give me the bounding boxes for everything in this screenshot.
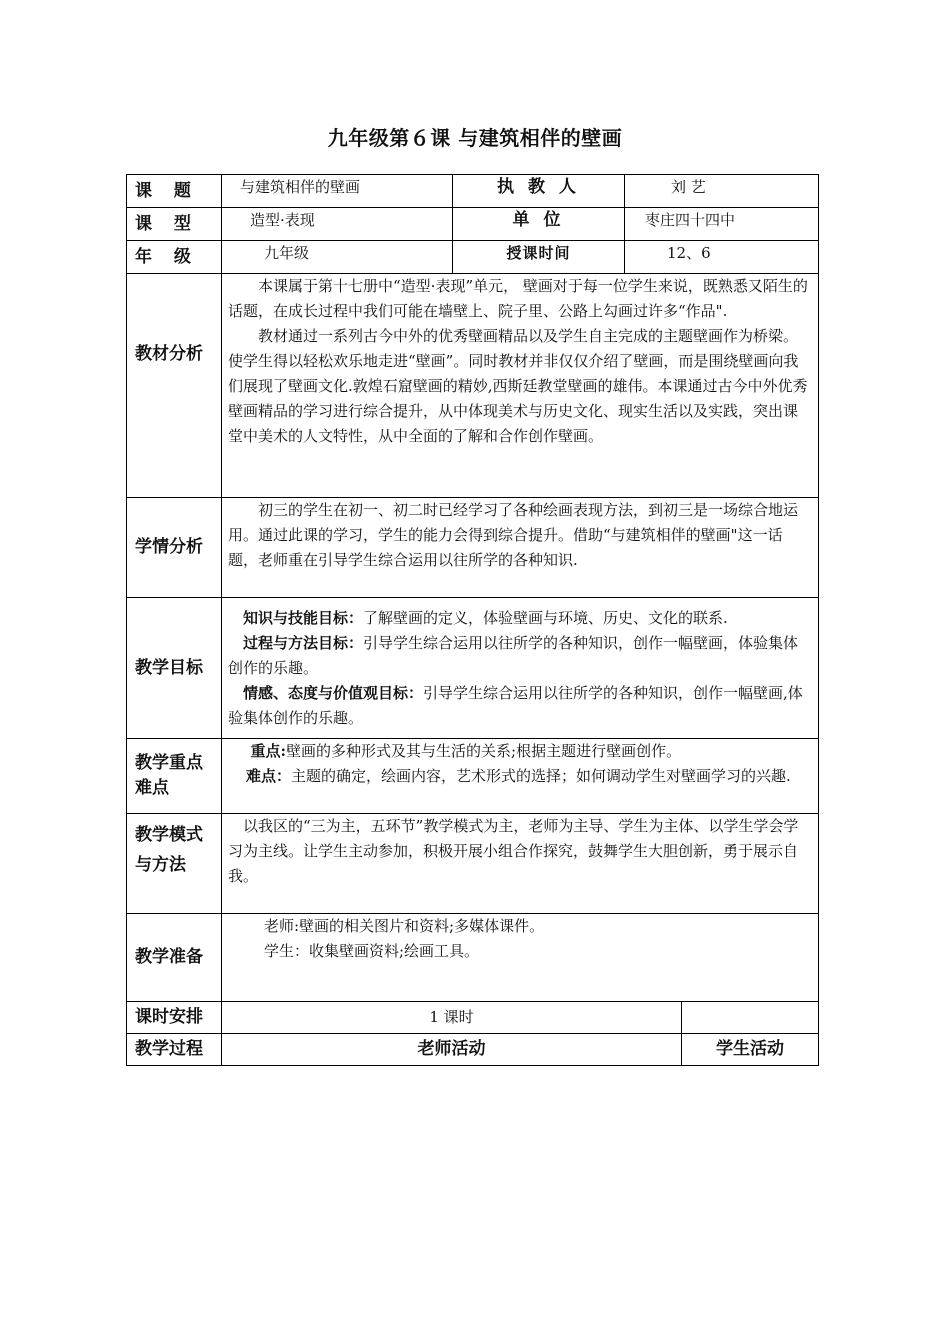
row-grade bbox=[127, 241, 819, 274]
prep-label: 教学准备 bbox=[127, 914, 222, 1002]
students-label: 学情分析 bbox=[127, 498, 222, 598]
teacher-value: 刘 艺 bbox=[625, 175, 819, 208]
teacher-label: 执 教 人 bbox=[453, 175, 625, 208]
time-value: 12、6 bbox=[625, 241, 819, 274]
unit-label: 单 位 bbox=[453, 208, 625, 241]
row-teaching-method bbox=[127, 814, 819, 914]
prep-student: 学生：收集壁画资料;绘画工具。 bbox=[264, 942, 480, 960]
topic-label: 课 题 bbox=[127, 175, 222, 208]
keypoint-difficulty: 难点：主题的确定，绘画内容，艺术形式的选择；如何调动学生对壁画学习的兴趣. bbox=[246, 767, 791, 785]
row-textbook-analysis bbox=[127, 274, 819, 498]
row-key-points bbox=[127, 739, 819, 814]
goal-knowledge: 知识与技能目标：了解壁画的定义，体验壁画与环境、历史、文化的联系. bbox=[243, 608, 728, 627]
row-preparation bbox=[127, 914, 819, 1002]
textbook-paragraph-1: 本课属于第十七册中“造型·表现”单元， 壁画对于每一位学生来说，既熟悉又陌生的话题，在成长过程中我们可能在墙壁上、院子里、公路上勾画过许多“作品". bbox=[228, 277, 808, 320]
unit-value: 枣庄四十四中 bbox=[625, 208, 819, 241]
row-student-analysis bbox=[127, 498, 819, 598]
lesson-plan-table bbox=[126, 174, 819, 1066]
textbook-paragraph-2: 教材通过一系列古今中外的优秀壁画精品以及学生自主完成的主题壁画作为桥梁。使学生得以轻松欢乐地走进“壁画”。同时教材并非仅仅介绍了壁画，而是围绕壁画向我们展现了壁画文化.敦煌石窟壁画的精妙,西斯廷教堂壁画的雄伟。本课通过古今中外优秀壁画精品的学习进行综合提升，从中体现美术与历史文化、现实生活以及实践，突出课堂中美术的人文特性，从中全面的了解和合作创作壁画。 bbox=[228, 327, 808, 445]
row-topic bbox=[127, 175, 819, 208]
goal-emotion: 情感、态度与价值观目标：引导学生综合运用以往所学的各种知识，创作一幅壁画,体验集体创作的乐趣。 bbox=[228, 683, 803, 727]
grade-value: 九年级 bbox=[222, 241, 453, 274]
method-content bbox=[222, 814, 819, 914]
type-value: 造型·表现 bbox=[222, 208, 453, 241]
textbook-content bbox=[222, 274, 819, 498]
goal-process: 过程与方法目标：引导学生综合运用以往所学的各种知识，创作一幅壁画，体验集体创作的乐趣。 bbox=[228, 633, 799, 677]
keypoints-label: 教学重点 难点 bbox=[127, 739, 222, 814]
type-label: 课 型 bbox=[127, 208, 222, 241]
prep-content bbox=[222, 914, 819, 1002]
schedule-label: 课时安排 bbox=[127, 1002, 222, 1034]
row-type bbox=[127, 208, 819, 241]
schedule-value: 1 课时 bbox=[222, 1002, 682, 1034]
goals-content bbox=[222, 598, 819, 739]
students-paragraph: 初三的学生在初一、初二时已经学习了各种绘画表现方法，到初三是一场综合地运用。通过此课的学习，学生的能力会得到综合提升。借助“与建筑相伴的壁画"这一话题，老师重在引导学生综合运用以往所学的各种知识. bbox=[228, 501, 799, 569]
row-process bbox=[127, 1034, 819, 1066]
schedule-empty-cell bbox=[682, 1002, 819, 1034]
process-student-column: 学生活动 bbox=[682, 1034, 819, 1066]
goals-label: 教学目标 bbox=[127, 598, 222, 739]
topic-value: 与建筑相伴的壁画 bbox=[222, 175, 453, 208]
row-teaching-goals bbox=[127, 598, 819, 739]
keypoint-focus: 重点:壁画的多种形式及其与生活的关系;根据主题进行壁画创作。 bbox=[250, 742, 682, 760]
textbook-label: 教材分析 bbox=[127, 274, 222, 498]
page-title: 九年级第６课 与建筑相伴的壁画 bbox=[327, 126, 623, 150]
time-label: 授课时间 bbox=[453, 241, 625, 274]
method-paragraph: 以我区的“三为主，五环节”教学模式为主，老师为主导、学生为主体、以学生学会学习为主线。让学生主动参加，积极开展小组合作探究，鼓舞学生大胆创新，勇于展示自我。 bbox=[228, 817, 799, 885]
process-label: 教学过程 bbox=[127, 1034, 222, 1066]
prep-teacher: 老师:壁画的相关图片和资料;多媒体课件。 bbox=[264, 917, 545, 935]
row-schedule bbox=[127, 1002, 819, 1034]
grade-label: 年 级 bbox=[127, 241, 222, 274]
keypoints-content bbox=[222, 739, 819, 814]
students-content bbox=[222, 498, 819, 598]
process-teacher-column: 老师活动 bbox=[222, 1034, 682, 1066]
method-label: 教学模式 与方法 bbox=[127, 814, 222, 914]
